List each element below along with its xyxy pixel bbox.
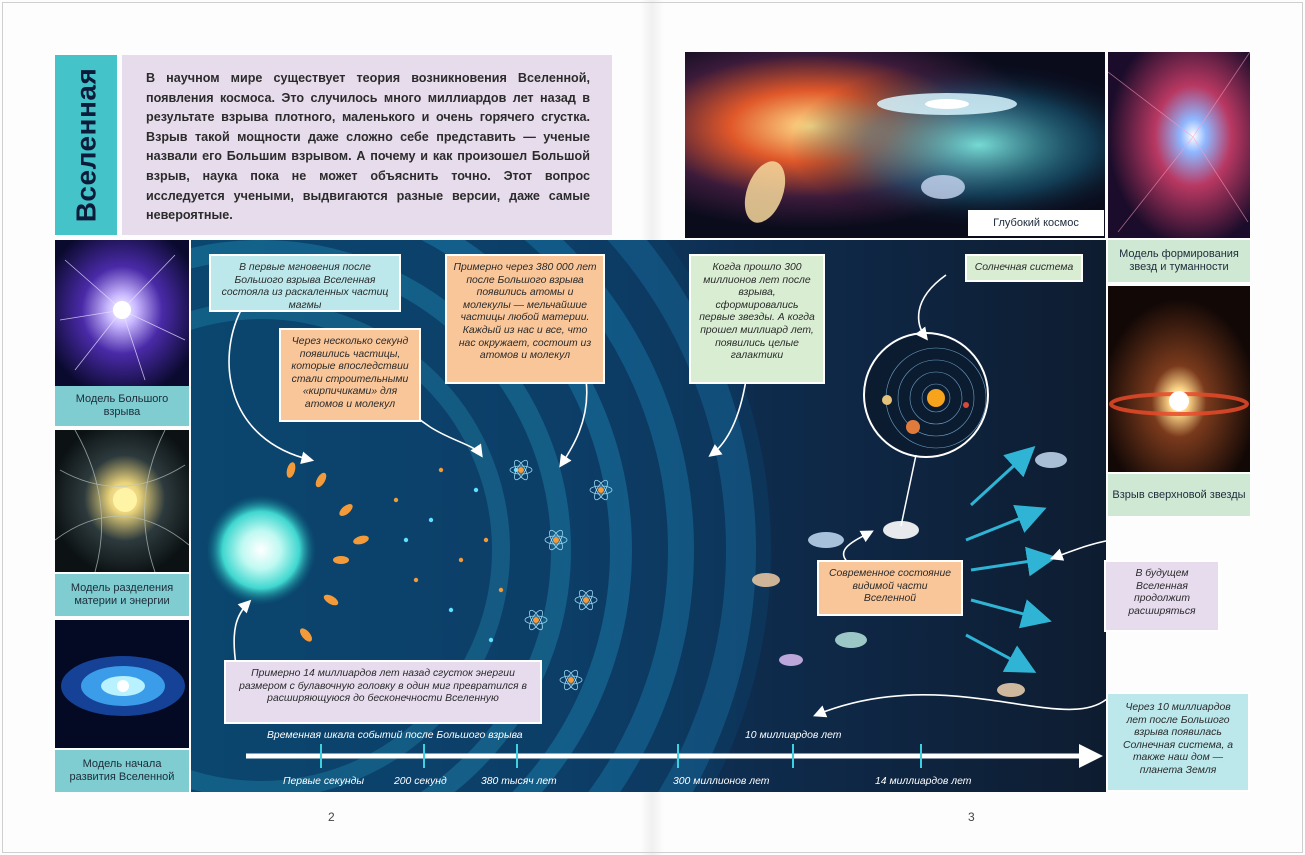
chapter-title-box (55, 55, 117, 235)
intro-text: В научном мире существует теория возникновения Вселенной, появления космоса. Это случилось много миллиардов лет назад в результате взрыва плотного, маленького и очень горячего сгустка. Взрыв такой мощности даже сложно себе представить — ученые назвали его Большим взрывом. А почему и как произошел Большой взрыв, наука пока не может объяснить точно. Этот вопрос исследуется учеными, выдвигаются разные версии, даже самые невероятные. (146, 71, 590, 223)
star-formation-caption: Модель формирования звезд и туманности (1108, 240, 1250, 282)
chapter-title: Вселенная (70, 67, 101, 223)
big-bang-model-image (55, 240, 189, 386)
callout-first-moments: В первые мгновения после Большого взрыва Вселенная состояла из раскаленных частиц магмы (209, 254, 401, 312)
callout-380k-years: Примерно через 380 000 лет после Большого взрыва появились атомы и молекулы — мельчайшие частицы любой материи. Каждый из нас и все, что нас окружает, состоит из атомов и молекул (445, 254, 605, 384)
universe-timeline-infographic (191, 240, 1106, 792)
timeline-tick-380k-years: 380 тысяч лет (481, 776, 557, 787)
matter-energy-separation-caption: Модель разделения материи и энергии (55, 574, 189, 616)
callout-10-billion-solar: Через 10 миллиардов лет после Большого взрыва появилась Солнечная система, а также наш дом — планета Земля (1106, 692, 1250, 792)
intro-panel (122, 55, 612, 235)
supernova-image (1108, 286, 1250, 472)
star-formation-image (1108, 52, 1250, 238)
big-bang-core (206, 495, 316, 605)
callout-14-billion-ago: Примерно 14 миллиардов лет назад сгусток энергии размером с булавочную головку в один миг превратился в расширяющуюся до бесконечности Вселенную (224, 660, 542, 724)
big-bang-model-caption: Модель Большого взрыва (55, 386, 189, 426)
timeline-label-10-billion: 10 миллиардов лет (745, 730, 842, 741)
timeline-title: Временная шкала событий после Большого взрыва (267, 730, 523, 741)
universe-beginning-caption: Модель начала развития Вселенной (55, 750, 189, 792)
deep-space-caption: Глубокий космос (968, 210, 1104, 236)
solar-system-diagram (864, 333, 988, 457)
timeline-tick-200-seconds: 200 секунд (394, 776, 447, 787)
callout-modern-state: Современное состояние видимой части Вселенной (817, 560, 963, 616)
callout-solar-system: Солнечная система (965, 254, 1083, 282)
timeline-tick-first-seconds: Первые секунды (283, 776, 365, 787)
timeline-tick-14-billion: 14 миллиардов лет (875, 776, 972, 787)
matter-energy-separation-image (55, 430, 189, 572)
callout-future-expansion: В будущем Вселенная продолжит расширяться (1104, 560, 1220, 632)
timeline-tick-300-million: 300 миллионов лет (673, 776, 770, 787)
callout-few-seconds: Через несколько секунд появились частицы, которые впоследствии стали строительными «кирпичиками» для атомов и молекул (279, 328, 421, 422)
callout-300-million: Когда прошло 300 миллионов лет после взрыва, сформировались первые звезды. А когда прошел миллиард лет, появились целые галактики (689, 254, 825, 384)
supernova-caption: Взрыв сверхновой звезды (1108, 474, 1250, 516)
page-number-right: 3 (968, 810, 975, 824)
universe-beginning-image (55, 620, 189, 748)
page-number-left: 2 (328, 810, 335, 824)
